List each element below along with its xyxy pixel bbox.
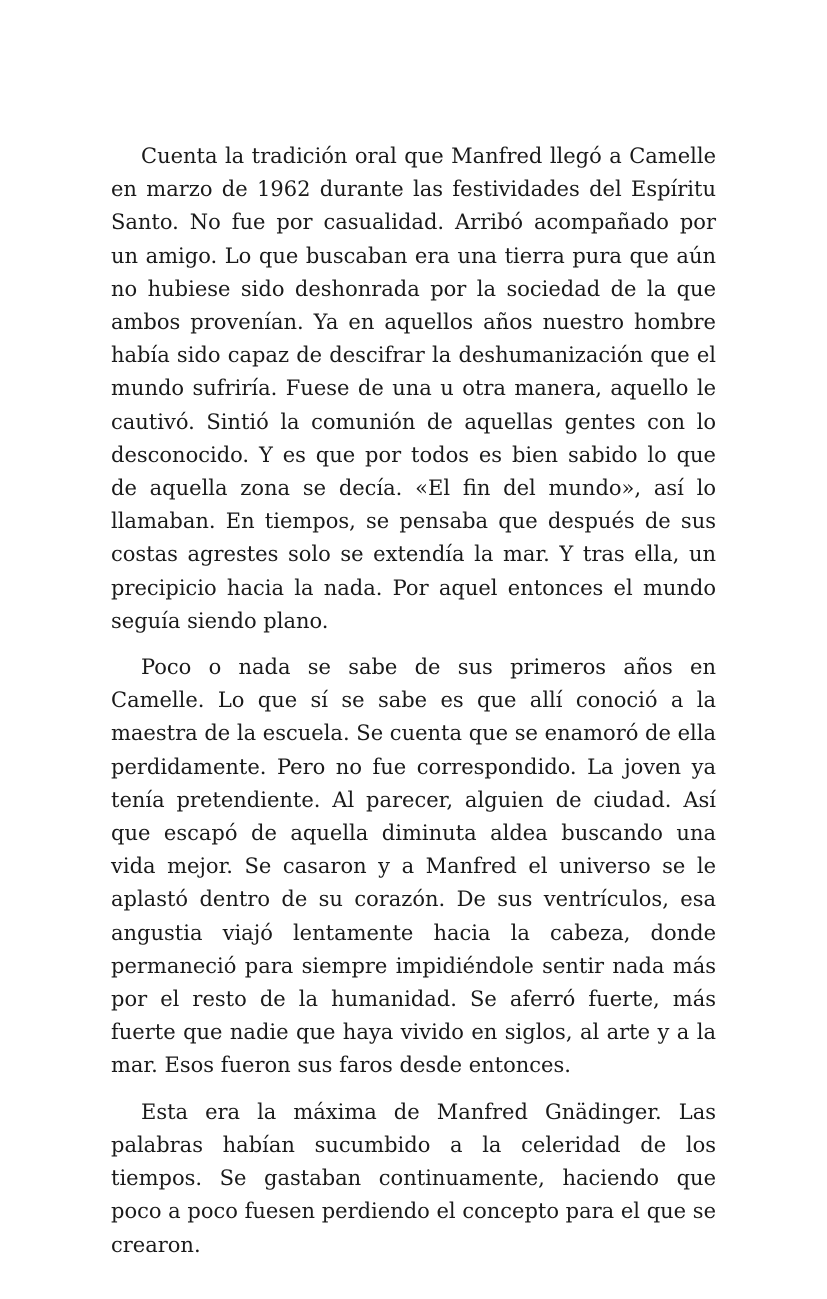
paragraph-2: Poco o nada se sabe de sus primeros años en Camelle. Lo que sí se sabe es que allí conoció a la maestra de la escuela. Se cuenta que se enamoró de ella perdidamente. Pero no fue correspondido. La joven ya tenía pretendiente. Al parecer, alguien de ciudad. Así que escapó de aquella diminuta aldea buscando una vida mejor. Se casaron y a Manfred el universo se le aplastó dentro de su corazón. De sus ventrículos, esa angustia viajó lentamente hacia la cabeza, donde permaneció para siempre impidiéndole sentir nada más por el resto de la humanidad. Se aferró fuerte, más fuerte que nadie que haya vivido en siglos, al arte y a la mar. Esos fueron sus faros desde entonces. [111,655,716,1078]
paragraph-3: Esta era la máxima de Manfred Gnädinger. Las palabras habían sucumbido a la celeridad de los tiempos. Se gastaban continuamente, haciendo que poco a poco fuesen perdiendo el concepto para el que se crearon. [111,1099,716,1257]
paragraph-1: Cuenta la tradición oral que Manfred llegó a Camelle en marzo de 1962 durante las festividades del Espíritu Santo. No fue por casualidad. Arribó acompañado por un amigo. Lo que buscaban era una tierra pura que aún no hubiese sido deshonrada por la sociedad de la que ambos provenían. Ya en aquellos años nuestro hombre había sido capaz de descifrar la deshumanización que el mundo sufriría. Fuese de una u otra manera, aquello le cautivó. Sintió la comunión de aquellas gentes con lo desconocido. Y es que por todos es bien sabido lo que de aquella zona se decía. «El fin del mundo», así lo llamaban. En tiempos, se pensaba que después de sus costas agrestes solo se extendía la mar. Y tras ella, un precipicio hacia la nada. Por aquel entonces el mundo seguía siendo plano. [111,144,716,633]
page-body [111,140,716,1275]
